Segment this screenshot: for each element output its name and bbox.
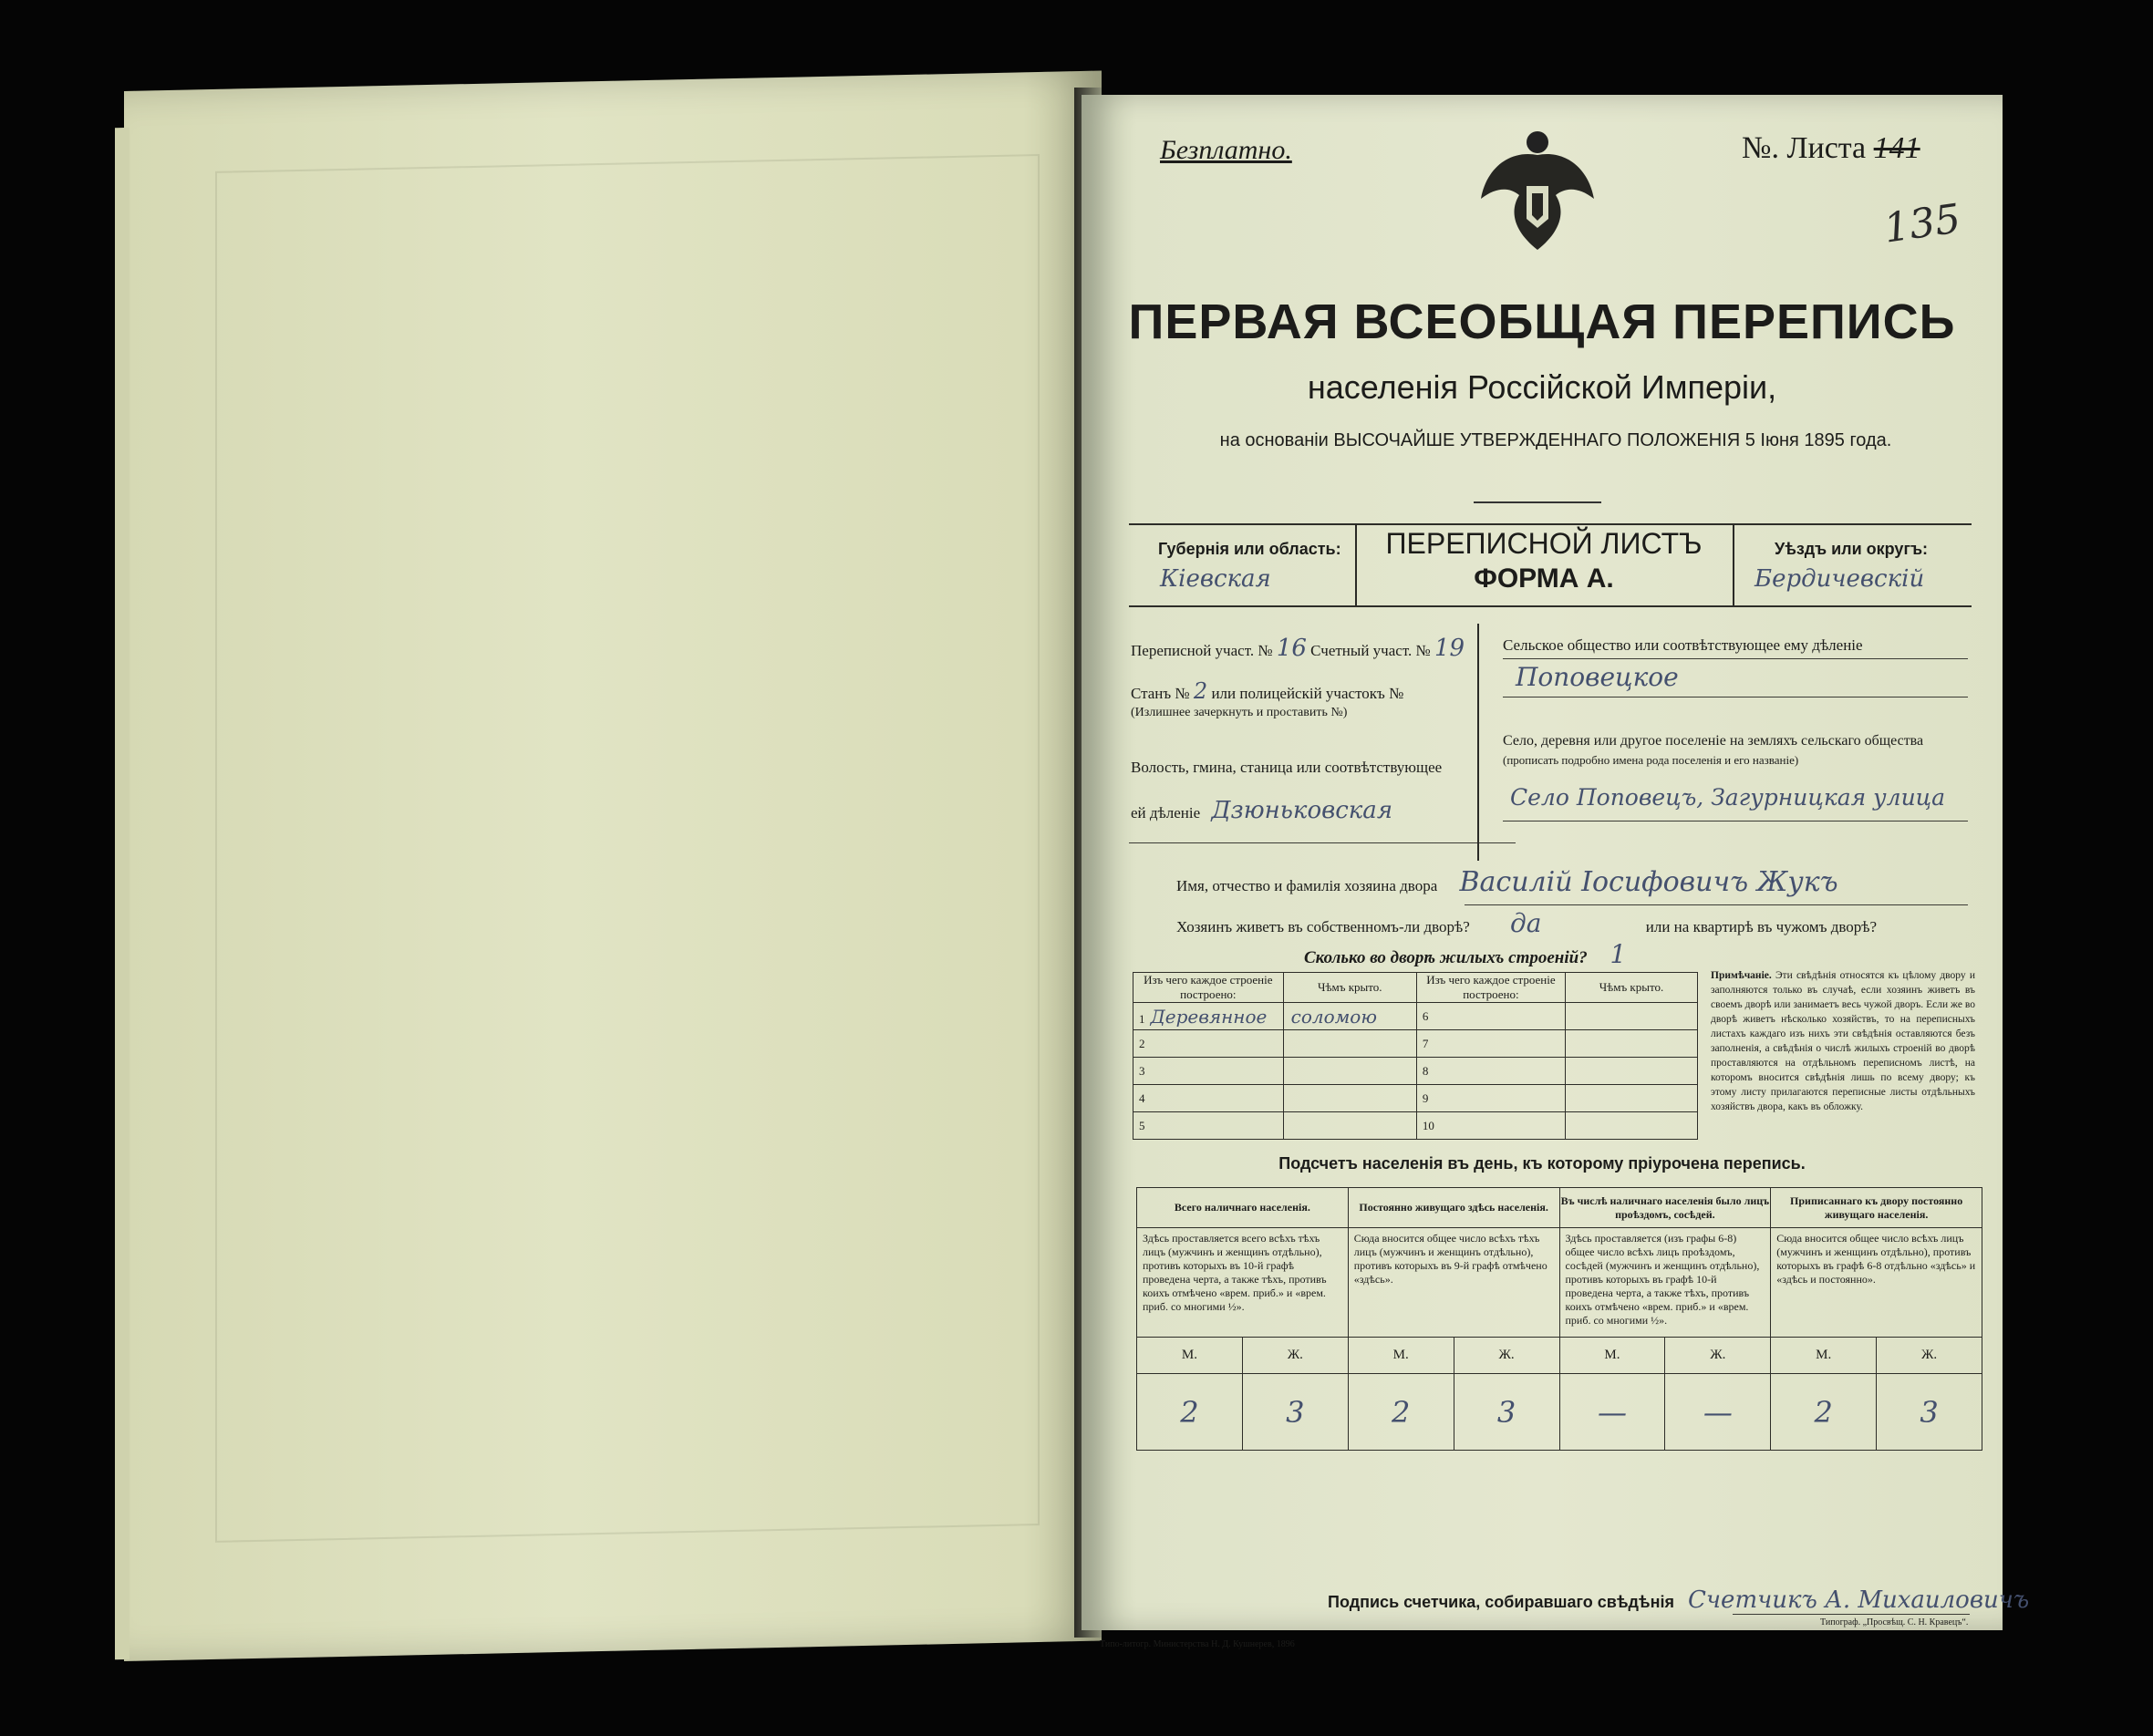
stan-note: (Излишнее зачеркнуть и проставить №): [1131, 706, 1348, 719]
population-summary-table: [1136, 1187, 1982, 1451]
summary-desc-permanent: Сюда вносится общее число всѣхъ тѣхъ лицъ (мужчинъ и женщинъ отдѣльно), противъ которыхъ въ 9-й графѣ отмѣчено «здѣсь».: [1348, 1228, 1559, 1338]
volost-underline: [1129, 842, 1516, 843]
left-page-bleedthrough: [215, 154, 1040, 1543]
building-col-material-2: Изъ чего каждое строеніе построено:: [1416, 973, 1565, 1003]
table-row: 4: [1133, 1085, 1284, 1112]
summary-f-label: Ж.: [1454, 1338, 1559, 1374]
owner-own-value: да: [1510, 908, 1542, 938]
printer-right: Типограф. „Просвѣщ. С. Н. Кравецъ“.: [1820, 1617, 1969, 1628]
building-col-material: Изъ чего каждое строеніе построено:: [1133, 973, 1284, 1003]
census-basis: на основаніи ВЫСОЧАЙШЕ УТВЕРЖДЕННАГО ПОЛОЖЕНІЯ 5 Іюня 1895 года.: [1219, 430, 1892, 450]
volost-label-2: ей дѣленіе: [1131, 804, 1201, 822]
summary-title: Подсчетъ населенія въ день, къ которому пріурочена перепись.: [1278, 1154, 1806, 1173]
census-subtitle: населенія Россійской Имперіи,: [1307, 368, 1777, 406]
owner-name-value: Василій Іосифовичъ Жукъ: [1459, 866, 1838, 898]
summary-f-label: Ж.: [1665, 1338, 1771, 1374]
ornament-divider: [1474, 501, 1601, 503]
left-page-edge: [115, 128, 129, 1659]
summary-permanent-m: 2: [1348, 1374, 1454, 1451]
census-title: ПЕРВАЯ ВСЕОБЩАЯ ПЕРЕПИСЬ: [1128, 294, 1956, 349]
form-header-divider-2: [1733, 523, 1734, 605]
table-row: [1565, 1085, 1697, 1112]
table-row: 8: [1416, 1058, 1565, 1085]
left-page: [124, 71, 1102, 1661]
sheet-number-printed: 141: [1873, 131, 1920, 165]
table-row: [1565, 1030, 1697, 1058]
owner-own-field: [1176, 908, 1877, 938]
province-value: Кіевская: [1160, 565, 1271, 593]
table-row: [1565, 1003, 1697, 1030]
table-row: 1 Деревянное: [1133, 1003, 1284, 1030]
sheet-number-label: [1742, 131, 1920, 166]
signature-value: Счетчикъ А. Михаиловичъ: [1687, 1586, 2030, 1614]
owner-rent-label: или на квартирѣ въ чужомъ дворѣ?: [1645, 918, 1878, 935]
summary-head-registered: Приписаннаго къ двору постоянно живущаго населенія.: [1771, 1188, 1982, 1228]
summary-m-label: М.: [1348, 1338, 1454, 1374]
table-row: 6: [1416, 1003, 1565, 1030]
building-table: [1133, 972, 1698, 1140]
note-label: Примѣчаніе.: [1711, 970, 1772, 981]
fields-divider: [1477, 624, 1479, 861]
volost-label: Волость, гмина, станица или соотвѣтствующее: [1131, 759, 1443, 776]
summary-m-label: М.: [1771, 1338, 1877, 1374]
district-value: Бердичевскій: [1754, 565, 1925, 593]
table-row: [1565, 1058, 1697, 1085]
owner-name-underline: [1465, 904, 1968, 905]
buildings-value: 1: [1610, 939, 1627, 969]
table-row: [1283, 1112, 1416, 1140]
summary-f-label: Ж.: [1242, 1338, 1348, 1374]
buildings-label: Сколько во дворѣ жилыхъ строеній?: [1304, 948, 1588, 967]
table-row: [1283, 1085, 1416, 1112]
table-row: 9: [1416, 1085, 1565, 1112]
volost-field: [1131, 797, 1392, 824]
count-area-label: Счетный участ. №: [1310, 642, 1431, 659]
census-form-page: [1082, 95, 2030, 1649]
table-row: [1283, 1030, 1416, 1058]
village-value: Село Поповецъ, Загурницкая улица: [1510, 784, 1946, 811]
summary-m-label: М.: [1559, 1338, 1665, 1374]
signature-field: [1328, 1586, 2029, 1614]
double-headed-eagle-icon: [1474, 122, 1601, 259]
summary-total-f: 3: [1242, 1374, 1348, 1451]
summary-head-total: Всего наличнаго населенія.: [1137, 1188, 1349, 1228]
summary-registered-f: 3: [1877, 1374, 1982, 1451]
village-note: (прописать подробно имена рода поселенія и его названіе): [1503, 753, 1799, 767]
signature-label: Подпись счетчика, собиравшаго свѣдѣнія: [1328, 1593, 1674, 1611]
village-underline: [1503, 821, 1968, 822]
owner-name-field: [1176, 866, 1838, 898]
summary-registered-m: 2: [1771, 1374, 1877, 1451]
province-label: Губернія или область:: [1158, 540, 1341, 558]
summary-transit-f: —: [1665, 1374, 1771, 1451]
stan-label: Станъ №: [1131, 685, 1190, 702]
society-underline-1: [1503, 658, 1968, 659]
stan-value: 2: [1193, 678, 1208, 704]
village-label: Село, деревня или другое поселеніе на земляхъ сельскаго общества: [1503, 733, 1924, 749]
count-area-value: 19: [1434, 635, 1465, 662]
sheet-number-handwritten: 135: [1880, 195, 1964, 253]
printer-left: Типо-литогр. Министерства Н. Д. Кушнерев, 1896: [1100, 1639, 1295, 1649]
district-label: Уѣздъ или округъ:: [1775, 540, 1929, 558]
owner-name-label: Имя, отчество и фамилія хозяина двора: [1176, 877, 1438, 894]
sheet-number-caption: №. Листа: [1742, 131, 1867, 165]
stan-field: [1131, 678, 1403, 704]
note-text: Эти свѣдѣнія относятся къ цѣлому двору и заполняются только въ случаѣ, если хозяинъ живетъ въ своемъ дворѣ или занимаетъ весь чужой дворъ. Если же во дворѣ живетъ нѣсколько хозяйствъ, то на переписныхъ листахъ каждаго изъ нихъ эти свѣдѣнія оставляются безъ заполненія, а свѣдѣнія о числѣ жилыхъ строеній во дворѣ проставляются на отдѣльномъ переписномъ листѣ, на которомъ вносится свѣдѣнія лишь по всему двору; къ этому листу прилагаются переписные листы отдѣльныхъ хозяйствъ двора, какъ въ обложку.: [1711, 970, 1975, 1112]
table-row: 7: [1416, 1030, 1565, 1058]
summary-head-permanent: Постоянно живущаго здѣсь населенія.: [1348, 1188, 1559, 1228]
society-label: Сельское общество или соотвѣтствующее ему дѣленіе: [1503, 636, 1863, 654]
table-row: [1283, 1058, 1416, 1085]
buildings-field: [1304, 939, 1626, 969]
summary-desc-transit: Здѣсь проставляется (изъ графы 6-8) общее число всѣхъ лицъ проѣздомъ, сосѣдей (мужчинъ и женщинъ отдѣльно), противъ которыхъ въ графѣ 10-й проведена черта, а также тѣхъ, противъ коихъ отмѣчено «врем. приб.» и «врем. приб. со многими ½».: [1559, 1228, 1771, 1338]
summary-desc-total: Здѣсь проставляется всего всѣхъ тѣхъ лицъ (мужчинъ и женщинъ отдѣльно), противъ которыхъ въ 10-й графѣ проведена черта, а также тѣхъ, противъ коихъ отмѣчено «врем. приб.» и «врем. приб. со многими ½».: [1137, 1228, 1349, 1338]
table-row: 10: [1416, 1112, 1565, 1140]
society-value: Поповецкое: [1516, 662, 1679, 692]
note-block: [1711, 968, 1975, 1114]
volost-value: Дзюньковская: [1211, 797, 1393, 824]
table-row: [1565, 1112, 1697, 1140]
free-label: Безплатно.: [1160, 135, 1292, 165]
table-row: 3: [1133, 1058, 1284, 1085]
society-underline-2: [1503, 697, 1968, 698]
building-col-roof-2: Чѣмъ крыто.: [1565, 973, 1697, 1003]
summary-f-label: Ж.: [1877, 1338, 1982, 1374]
summary-transit-m: —: [1559, 1374, 1665, 1451]
summary-head-transit: Въ числѣ наличнаго населенія было лицъ проѣздомъ, сосѣдей.: [1559, 1188, 1771, 1228]
summary-permanent-f: 3: [1454, 1374, 1559, 1451]
summary-m-label: М.: [1137, 1338, 1243, 1374]
owner-own-label: Хозяинъ живетъ въ собственномъ-ли дворѣ?: [1176, 918, 1470, 935]
table-row: 5: [1133, 1112, 1284, 1140]
signature-underline: [1733, 1614, 1970, 1615]
form-name: ФОРМА А.: [1474, 563, 1614, 594]
table-row: 2: [1133, 1030, 1284, 1058]
sheet-title: ПЕРЕПИСНОЙ ЛИСТЪ: [1385, 527, 1703, 560]
summary-total-m: 2: [1137, 1374, 1243, 1451]
census-area-value: 16: [1276, 635, 1307, 662]
building-col-roof: Чѣмъ крыто.: [1283, 973, 1416, 1003]
census-area-label: Переписной участ. №: [1131, 642, 1273, 659]
table-row: соломою: [1283, 1003, 1416, 1030]
census-area-field: [1131, 635, 1465, 662]
police-label: или полицейскій участокъ №: [1211, 685, 1404, 702]
summary-desc-registered: Сюда вносится общее число всѣхъ лицъ (мужчинъ и женщинъ отдѣльно), противъ которыхъ въ графѣ 6-8 отдѣльно «здѣсь» и «здѣсь и постоянно».: [1771, 1228, 1982, 1338]
